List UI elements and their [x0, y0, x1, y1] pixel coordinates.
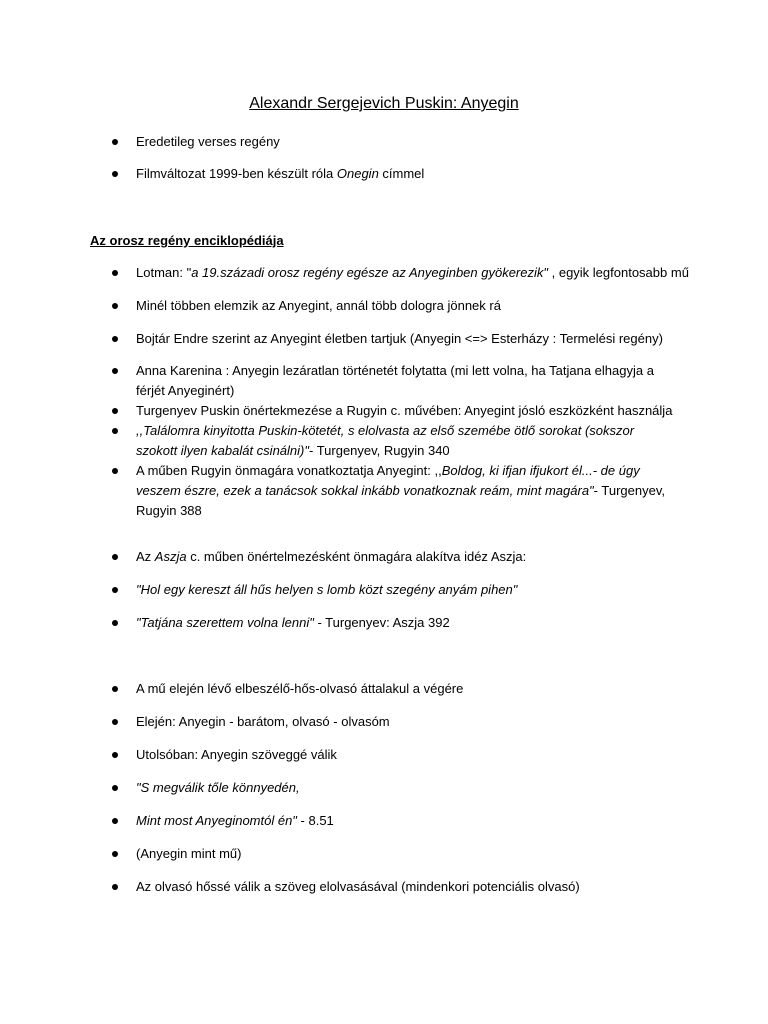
- list-item-text: "S megválik tőle könnyedén,: [136, 780, 300, 795]
- bullet-icon: [112, 785, 118, 791]
- list-item-text: Lotman: "a 19.századi orosz regény egésze az Anyeginben gyökerezik" , egyik legfontosabb mű: [136, 265, 689, 280]
- bullet-icon: [112, 587, 118, 593]
- list-item-text: ,,Találomra kinyitotta Puskin-kötetét, s elolvasta az első szemébe ötlő sorokat (sokszor szokott ilyen kabalát csinálni)"- Turgenyev, Rugyin 340: [136, 423, 635, 458]
- list-item-text: Eredetileg verses regény: [136, 134, 280, 149]
- list-item-text: Az olvasó hőssé válik a szöveg elolvasásával (mindenkori potenciális olvasó): [136, 879, 580, 894]
- bullet-icon: [112, 368, 118, 374]
- bullet-icon: [112, 818, 118, 824]
- bullet-icon: [112, 303, 118, 309]
- bullet-icon: [112, 270, 118, 276]
- list-item-text: Mint most Anyeginomtól én" - 8.51: [136, 813, 334, 828]
- bullet-icon: [112, 139, 118, 145]
- list-item-text: Filmváltozat 1999-ben készült róla Onegin címmel: [136, 166, 425, 181]
- list-item-text: Bojtár Endre szerint az Anyegint életben tartjuk (Anyegin <=> Esterházy : Termelési regény): [136, 331, 663, 346]
- page-title: Alexandr Sergejevich Puskin: Anyegin: [249, 95, 519, 112]
- bullet-icon: [112, 719, 118, 725]
- list-item-text: "Hol egy kereszt áll hűs helyen s lomb közt szegény anyám pihen": [136, 582, 518, 597]
- bullet-icon: [112, 408, 118, 414]
- bullet-icon: [112, 428, 118, 434]
- list-item-text: Utolsóban: Anyegin szöveggé válik: [136, 747, 337, 762]
- list-item-text: "Tatjána szerettem volna lenni" - Turgenyev: Aszja 392: [136, 615, 450, 630]
- list-item-text: Turgenyev Puskin önértekmezése a Rugyin c. művében: Anyegint jósló eszközként használja: [136, 403, 673, 418]
- bullet-icon: [112, 686, 118, 692]
- list-item-text: Az Aszja c. műben önértelmezésként önmagára alakítva idéz Aszja:: [136, 549, 527, 564]
- list-item-text: A mű elején lévő elbeszélő-hős-olvasó áttalakul a végére: [136, 681, 464, 696]
- list-item-text: (Anyegin mint mű): [136, 846, 242, 861]
- bullet-icon: [112, 752, 118, 758]
- list-item-text: Elején: Anyegin - barátom, olvasó - olvasóm: [136, 714, 390, 729]
- list-item-text: Minél többen elemzik az Anyegint, annál több dologra jönnek rá: [136, 298, 501, 313]
- bullet-icon: [112, 851, 118, 857]
- bullet-icon: [112, 884, 118, 890]
- bullet-icon: [112, 468, 118, 474]
- bullet-icon: [112, 554, 118, 560]
- list-item-text: A műben Rugyin önmagára vonatkoztatja Anyegint: ,,Boldog, ki ifjan ifjukort él...- de úgy veszem észre, ezek a tanácsok sokkal inkább vonatkoznak reám, mint magára"- Turgenyev, Rugyin 388: [136, 463, 665, 518]
- list-item-text: Anna Karenina : Anyegin lezáratlan történetét folytatta (mi lett volna, ha Tatjana elhagyja a férjét Anyeginért): [136, 363, 654, 398]
- bullet-icon: [112, 171, 118, 177]
- bullet-icon: [112, 620, 118, 626]
- section-heading: Az orosz regény enciklopédiája: [90, 233, 284, 248]
- bullet-icon: [112, 336, 118, 342]
